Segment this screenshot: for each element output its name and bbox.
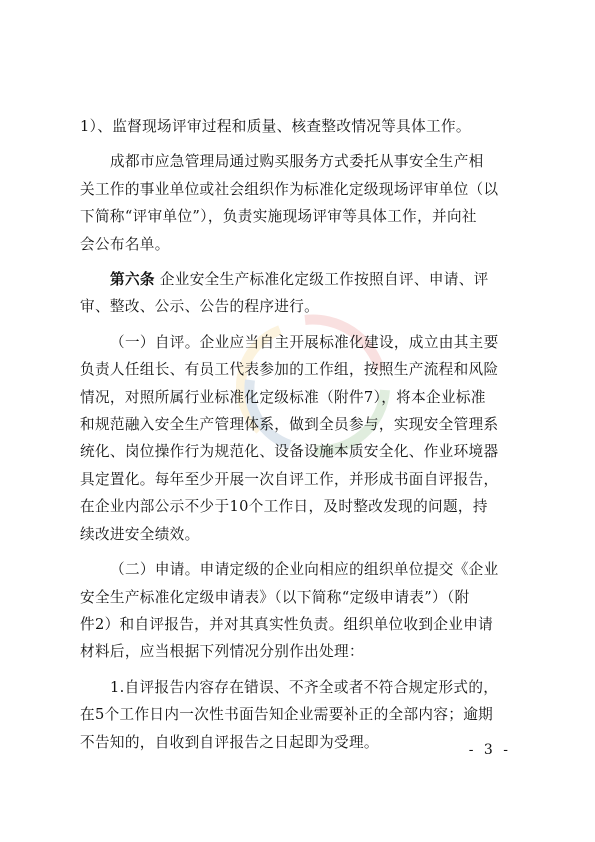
paragraph-2 [80, 148, 517, 258]
body-text [80, 113, 517, 756]
text-line: 关工作的事业单位或社会组织作为标准化定级现场评审单位（以 [80, 180, 499, 198]
paragraph-1 [80, 113, 517, 140]
text-line: （二）申请。申请定级的企业向相应的组织单位提交《企业 [110, 561, 499, 579]
text-line: 在企业内部公示不少于10个工作日，及时整改发现的问题，持 [80, 498, 488, 516]
article-text: 企业安全生产标准化定级工作按照自评、申请、评 [159, 271, 489, 289]
text-line: 和规范融入安全生产管理体系，做到全员参与，实现安全管理系 [80, 416, 499, 434]
text-line: 件2）和自评报告，并对其真实性负责。组织单位收到企业申请 [80, 615, 494, 633]
text-line: 成都市应急管理局通过购买服务方式委托从事安全生产相 [110, 153, 484, 171]
text-line: 在5个工作日内一次性书面告知企业需要补正的全部内容；逾期 [80, 706, 494, 724]
article-number: 第六条 [110, 271, 155, 289]
text-line: 1）、监督现场评审过程和质量、核查整改情况等具体工作。 [80, 118, 471, 135]
text-line: 会公布名单。 [80, 235, 170, 253]
text-line: 情况，对照所属行业标准化定级标准（附件7），将本企业标准 [80, 388, 486, 406]
text-line: 审、整改、公示、公告的程序进行。 [80, 298, 320, 316]
paragraph-item-1 [80, 674, 517, 756]
text-line: 统化、岗位操作行为规范化、设备设施本质安全化、作业环境器 [80, 443, 499, 461]
text-line: 下简称“评审单位”），负责实施现场评审等具体工作，并向社 [80, 208, 477, 226]
paragraph-article-6 [80, 266, 517, 321]
text-line: 不告知的，自收到自评报告之日起即为受理。 [80, 733, 379, 751]
page-number: - 3 - [468, 742, 511, 758]
text-line: 材料后，应当根据下列情况分别作出处理： [80, 643, 364, 661]
text-line: 负责人任组长、有员工代表参加的工作组，按照生产流程和风险 [80, 361, 499, 379]
text-line: 续改进安全绩效。 [80, 525, 200, 543]
text-line [80, 266, 517, 293]
paragraph-application [80, 556, 517, 666]
paragraph-self-assessment [80, 329, 517, 548]
text-line: 具定置化。每年至少开展一次自评工作，并形成书面自评报告， [80, 470, 499, 488]
text-line: 1.自评报告内容存在错误、不齐全或者不符合规定形式的， [110, 678, 499, 696]
text-line: 安全生产标准化定级申请表》（以下简称“定级申请表”）（附 [80, 588, 470, 606]
text-line: （一）自评。企业应当自主开展标准化建设，成立由其主要 [110, 333, 499, 351]
